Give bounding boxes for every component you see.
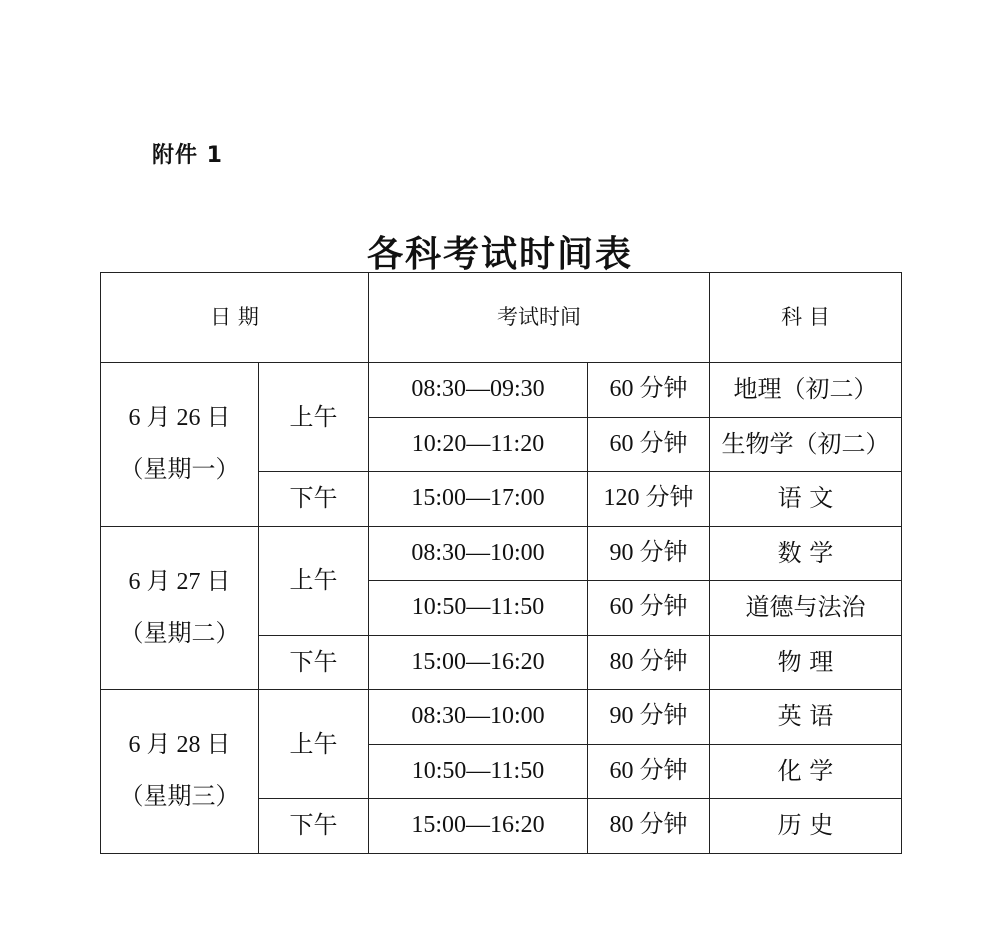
subject: 语 文 [710, 472, 902, 527]
subject: 数 学 [710, 526, 902, 581]
duration: 60 分钟 [588, 363, 710, 418]
time-range: 08:30—10:00 [369, 690, 588, 745]
period-cell: 下午 [259, 799, 369, 854]
header-exam-time: 考试时间 [369, 273, 710, 363]
period-cell: 下午 [259, 635, 369, 690]
duration: 90 分钟 [588, 526, 710, 581]
subject: 道德与法治 [710, 581, 902, 636]
period-cell: 下午 [259, 472, 369, 527]
subject: 生物学（初二） [710, 417, 902, 472]
time-range: 10:50—11:50 [369, 744, 588, 799]
attachment-label: 附件 1 [152, 143, 223, 168]
header-row [101, 273, 902, 363]
date-cell [101, 526, 259, 690]
date-cell [101, 690, 259, 854]
date-text: 6 月 27 日 [128, 568, 231, 595]
weekday-text: （星期一） [119, 455, 240, 484]
time-range: 08:30—10:00 [369, 526, 588, 581]
table-row [101, 526, 902, 581]
duration: 90 分钟 [588, 690, 710, 745]
subject: 历 史 [710, 799, 902, 854]
subject: 英 语 [710, 690, 902, 745]
duration: 80 分钟 [588, 635, 710, 690]
duration: 60 分钟 [588, 744, 710, 799]
date-text: 6 月 26 日 [128, 405, 231, 432]
duration: 120 分钟 [588, 472, 710, 527]
time-range: 15:00—17:00 [369, 472, 588, 527]
weekday-text: （星期三） [119, 782, 240, 811]
page-title: 各科考试时间表 [366, 233, 633, 275]
subject: 化 学 [710, 744, 902, 799]
time-range: 10:20—11:20 [369, 417, 588, 472]
time-range: 15:00—16:20 [369, 635, 588, 690]
duration: 80 分钟 [588, 799, 710, 854]
duration: 60 分钟 [588, 581, 710, 636]
header-date: 日 期 [101, 273, 369, 363]
period-cell: 上午 [259, 526, 369, 635]
time-range: 08:30—09:30 [369, 363, 588, 418]
time-range: 10:50—11:50 [369, 581, 588, 636]
subject: 地理（初二） [710, 363, 902, 418]
period-cell: 上午 [259, 363, 369, 472]
weekday-text: （星期二） [119, 618, 240, 647]
date-text: 6 月 28 日 [128, 732, 231, 759]
duration: 60 分钟 [588, 417, 710, 472]
table-row [101, 363, 902, 418]
subject: 物 理 [710, 635, 902, 690]
date-cell [101, 363, 259, 527]
time-range: 15:00—16:20 [369, 799, 588, 854]
exam-schedule-table [100, 272, 902, 854]
table-row [101, 690, 902, 745]
period-cell: 上午 [259, 690, 369, 799]
header-subject: 科 目 [710, 273, 902, 363]
